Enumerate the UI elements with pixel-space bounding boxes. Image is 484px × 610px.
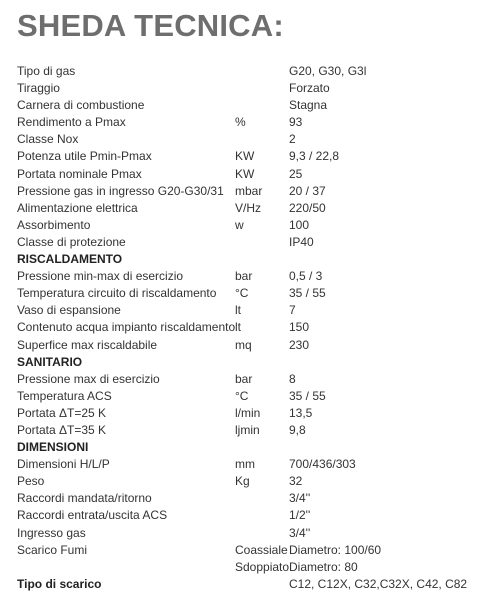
spec-label: SANITARIO (17, 354, 83, 369)
spec-row (17, 302, 484, 319)
spec-value: 3/4'' (289, 525, 311, 540)
spec-value: 150 (289, 320, 310, 335)
spec-value: 3/4'' (289, 491, 311, 506)
spec-label: Superfice max riscaldabile (17, 337, 158, 352)
spec-unit: w (235, 217, 244, 232)
spec-label: Contenuto acqua impianto riscaldamento (17, 320, 236, 335)
spec-value: 35 / 55 (289, 388, 326, 403)
spec-value: 2 (289, 132, 296, 147)
spec-row (17, 473, 484, 490)
spec-value: 35 / 55 (289, 286, 326, 301)
spec-row (17, 456, 484, 473)
spec-label: Portata nominale Pmax (17, 166, 142, 181)
spec-unit: Sdoppiato (235, 559, 290, 574)
spec-value: 25 (289, 166, 303, 181)
spec-value: 9,8 (289, 422, 306, 437)
spec-label: Rendimento a Pmax (17, 115, 126, 130)
spec-label: Tiraggio (17, 81, 60, 96)
spec-label: Portata ΔT=35 K (17, 422, 107, 437)
spec-value: IP40 (289, 234, 314, 249)
spec-label: Alimentazione elettrica (17, 200, 138, 215)
spec-label: Pressione gas in ingresso G20-G30/31 (17, 183, 224, 198)
spec-row (17, 166, 484, 183)
spec-unit: % (235, 115, 246, 130)
spec-row (17, 559, 484, 576)
spec-label: Vaso di espansione (17, 303, 121, 318)
spec-unit: bar (235, 371, 253, 386)
spec-value: G20, G30, G3l (289, 64, 367, 78)
spec-unit: l/min (235, 405, 261, 420)
spec-row (17, 525, 484, 542)
spec-value: 0,5 / 3 (289, 269, 323, 284)
spec-row (17, 371, 484, 388)
section-header-row (17, 251, 484, 268)
spec-value: Diametro: 100/60 (289, 542, 382, 557)
page-title: SHEDA TECNICA: (17, 8, 284, 43)
spec-value: C12, C12X, C32,C32X, C42, C82 (289, 576, 468, 591)
spec-value: 7 (289, 303, 296, 318)
spec-unit: Kg (235, 474, 250, 489)
spec-value: 8 (289, 371, 296, 386)
spec-unit: °C (235, 388, 249, 403)
spec-unit: ljmin (235, 422, 260, 437)
spec-label: Temperatura ACS (17, 388, 112, 403)
spec-label: Temperatura circuito di riscaldamento (17, 286, 217, 301)
spec-unit: lt (235, 303, 241, 318)
section-header-row (17, 576, 484, 593)
spec-unit: KW (235, 149, 255, 164)
spec-row (17, 114, 484, 131)
spec-row (17, 285, 484, 302)
spec-row (17, 405, 484, 422)
spec-label: Potenza utile Pmin-Pmax (17, 149, 152, 164)
spec-value: Stagna (289, 98, 328, 113)
spec-unit: lt (235, 320, 241, 335)
spec-label: Raccordi mandata/ritorno (17, 491, 152, 506)
spec-unit: mm (235, 457, 255, 472)
spec-unit: Coassiale (235, 542, 288, 557)
spec-value: Forzato (289, 81, 330, 96)
spec-row (17, 422, 484, 439)
spec-label: Ingresso gas (17, 525, 86, 540)
spec-label: Classe di protezione (17, 234, 126, 249)
spec-value: 1/2'' (289, 508, 311, 523)
spec-row (17, 542, 484, 559)
spec-row (17, 490, 484, 507)
spec-value: Diametro: 80 (289, 559, 358, 574)
spec-unit: V/Hz (235, 200, 262, 215)
spec-unit: mq (235, 337, 252, 352)
spec-value: 93 (289, 115, 303, 130)
spec-value: 20 / 37 (289, 183, 326, 198)
section-header-row (17, 439, 484, 456)
spec-value: 32 (289, 474, 303, 489)
spec-row (17, 97, 484, 114)
spec-row (17, 388, 484, 405)
spec-value: 230 (289, 337, 310, 352)
spec-label: Pressione max di esercizio (17, 371, 160, 386)
spec-row (17, 234, 484, 251)
spec-unit: mbar (235, 183, 263, 198)
spec-label: Tipo di gas (17, 64, 76, 78)
spec-label: Pressione min-max di esercizio (17, 269, 184, 284)
spec-row (17, 217, 484, 234)
spec-value: 220/50 (289, 200, 326, 215)
spec-unit: bar (235, 269, 253, 284)
spec-row (17, 131, 484, 148)
spec-label: Scarico Fumi (17, 542, 88, 557)
spec-label: Dimensioni H/L/P (17, 457, 110, 472)
spec-label: Peso (17, 474, 45, 489)
spec-value: 700/436/303 (289, 457, 356, 472)
spec-label: DIMENSIONI (17, 440, 89, 455)
spec-row (17, 337, 484, 354)
spec-value: 9,3 / 22,8 (289, 149, 340, 164)
spec-row (17, 507, 484, 524)
spec-row (17, 148, 484, 165)
spec-row (17, 63, 484, 80)
spec-label: Classe Nox (17, 132, 79, 147)
spec-label: Tipo di scarico (17, 576, 102, 591)
spec-label: Assorbimento (17, 217, 91, 232)
spec-row (17, 319, 484, 336)
spec-row (17, 183, 484, 200)
spec-row (17, 200, 484, 217)
spec-row (17, 80, 484, 97)
spec-row (17, 268, 484, 285)
spec-label: Raccordi entrata/uscita ACS (17, 508, 168, 523)
spec-label: Carnera di combustione (17, 98, 145, 113)
spec-label: Portata ΔT=25 K (17, 405, 107, 420)
spec-value: 13,5 (289, 405, 313, 420)
spec-unit: °C (235, 286, 249, 301)
section-header-row (17, 354, 484, 371)
spec-label: RISCALDAMENTO (17, 252, 123, 267)
spec-table (17, 63, 484, 593)
spec-value: 100 (289, 217, 310, 232)
spec-unit: KW (235, 166, 255, 181)
